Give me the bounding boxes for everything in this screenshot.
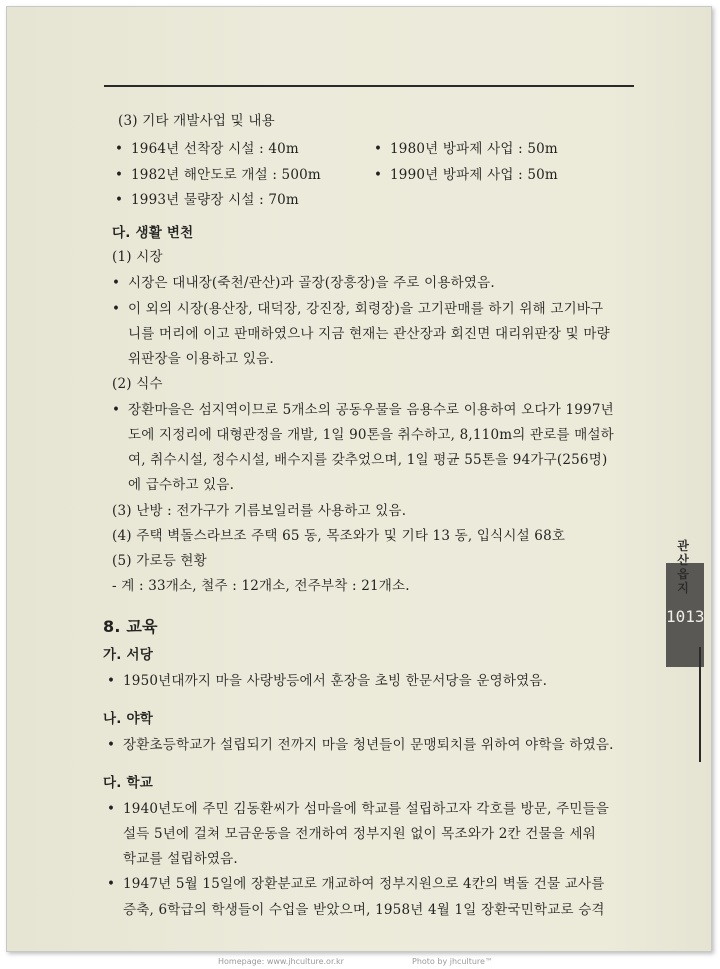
- footer-homepage: Homepage: www.jhculture.or.kr: [218, 957, 344, 966]
- paragraph-line: • 장환마을은 섬지역이므로 5개소의 공동우물을 음용수로 이용하여 오다가 1997년: [128, 404, 614, 418]
- paragraph-line: 니를 머리에 이고 판매하였으나 지금 현재는 관산장과 회진면 대리위판장 및 마량: [128, 326, 610, 342]
- list-item: • 1982년 해안도로 개설 : 500m: [131, 169, 321, 183]
- subsection-heading: (1) 시장: [112, 249, 163, 265]
- paragraph-line: - 계 : 33개소, 철주 : 12개소, 전주부착 : 21개소.: [112, 578, 410, 594]
- paragraph-line: • 1950년대까지 마을 사랑방등에서 훈장을 초빙 한문서당을 운영하였음.: [123, 675, 547, 689]
- subsection-heading: (5) 가로등 현황: [112, 553, 207, 569]
- paragraph-line: (4) 주택 벽돌스라브조 주택 65 동, 목조와가 및 기타 13 동, 입식시설 68호: [112, 528, 566, 544]
- section-heading: 다. 학교: [103, 775, 153, 791]
- paragraph-line: 에 급수하고 있음.: [128, 477, 235, 493]
- header-rule: [104, 85, 634, 87]
- paragraph-line: 위판장을 이용하고 있음.: [128, 351, 274, 367]
- paragraph-line: 증축, 6학급의 학생들이 수업을 받았으며, 1958년 4월 1일 장환국민학교로 승격: [123, 902, 605, 918]
- section-heading: 가. 서당: [103, 647, 153, 663]
- paragraph-line: • 시장은 대내장(죽천/관산)과 골장(장흥장)을 주로 이용하였음.: [128, 277, 495, 291]
- list-item: • 1964년 선착장 시설 : 40m: [131, 143, 299, 157]
- footer-photo-credit: Photo by jhculture™: [412, 957, 493, 966]
- paragraph-line: • 이 외의 시장(용산장, 대덕장, 강진장, 회령장)을 고기판매를 하기 위해 고기바구: [128, 303, 603, 317]
- paragraph-line: • 장환초등학교가 설립되기 전까지 마을 청년들이 문맹퇴치를 위하여 야학을 하였음.: [123, 739, 614, 753]
- side-rule: [699, 647, 701, 762]
- paragraph-line: • 1940년도에 주민 김동환씨가 섬마을에 학교를 설립하고자 각호를 방문, 주민들을: [123, 803, 609, 817]
- chapter-tab-label: 관산읍지: [677, 539, 689, 595]
- paragraph-line: 학교를 설립하였음.: [123, 851, 238, 867]
- section-heading: 다. 생활 변천: [112, 225, 194, 241]
- footer: [0, 955, 720, 969]
- list-item: • 1993년 물량장 시설 : 70m: [131, 194, 299, 208]
- list-item: • 1980년 방파제 사업 : 50m: [390, 143, 558, 157]
- paragraph-line: (3) 난방 : 전가구가 기름보일러를 사용하고 있음.: [112, 503, 407, 519]
- section-heading: (3) 기타 개발사업 및 내용: [118, 113, 275, 129]
- chapter-heading: 8. 교육: [103, 617, 158, 636]
- paragraph-line: • 1947년 5월 15일에 장환분교로 개교하여 정부지원으로 4칸의 벽돌 건물 교사를: [123, 878, 604, 892]
- paragraph-line: 설득 5년에 걸쳐 모금운동을 전개하여 정부지원 없이 목조와가 2칸 건물을 세워: [123, 826, 596, 842]
- list-item: • 1990년 방파제 사업 : 50m: [390, 169, 558, 183]
- subsection-heading: (2) 식수: [112, 376, 163, 392]
- paragraph-line: 도에 지정리에 대형관정을 개발, 1일 90톤을 취수하고, 8,110m의 관로를 매설하: [128, 427, 614, 443]
- paragraph-line: 여, 취수시설, 정수시설, 배수지를 갖추었으며, 1일 평균 55톤을 94가구(256명): [128, 452, 608, 468]
- page-number: 1013: [666, 607, 705, 626]
- section-heading: 나. 야학: [103, 711, 153, 727]
- scanned-page: [6, 6, 712, 952]
